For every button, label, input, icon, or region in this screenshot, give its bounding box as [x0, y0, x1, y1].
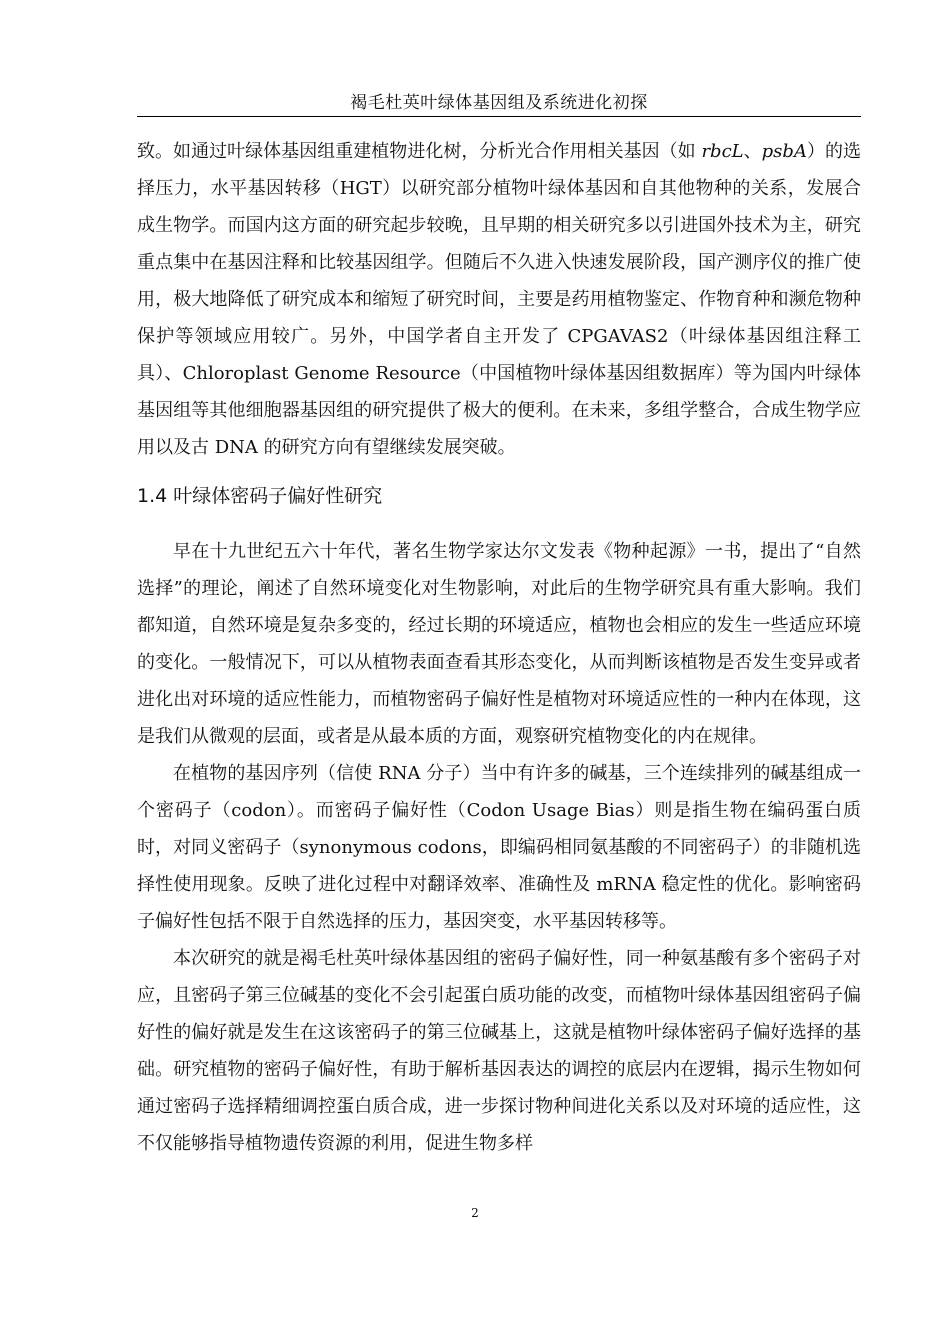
separator: 、 — [743, 141, 762, 162]
paragraph: 本次研究的就是褐毛杜英叶绿体基因组的密码子偏好性，同一种氨基酸有多个密码子对应，且密码子第三位碱基的变化不会引起蛋白质功能的改变，而植物叶绿体基因组密码子偏好性的偏好就是发生在这该密码子的第三位碱基上，这就是植物叶绿体密码子偏好选择的基础。研究植物的密码子偏好性，有助于解析基因表达的调控的底层内在逻辑，揭示生物如何通过密码子选择精细调控蛋白质合成，进一步探讨物种间进化关系以及对环境的适应性，这不仅能够指导植物遗传资源的利用，促进生物多样 — [137, 948, 861, 1154]
gene-name: rbcL — [701, 141, 744, 162]
running-header: 褐毛杜英叶绿体基因组及系统进化初探 — [350, 93, 648, 113]
header-rule — [137, 116, 861, 117]
body-block-section — [137, 533, 861, 1162]
paragraph: 在植物的基因序列（信使 RNA 分子）当中有许多的碱基，三个连续排列的碱基组成一个密码子（codon）。而密码子偏好性（Codon Usage Bias）则是指生物在编码蛋白质时，对同义密码子（synonymous codons，即编码相同氨基酸的不同密码子）的非随机选择性使用现象。反映了进化过程中对翻译效率、准确性及 mRNA 稳定性的优化。影响密码子偏好性包括不限于自然选择的压力，基因突变，水平基因转移等。 — [137, 763, 861, 932]
body-block-top — [137, 133, 861, 466]
page-number: 2 — [471, 1206, 479, 1220]
paragraph-continuation — [137, 133, 861, 466]
paragraph-text: 致。如通过叶绿体基因组重建植物进化树，分析光合作用相关基因（如 — [137, 141, 702, 162]
section-heading: 1.4 叶绿体密码子偏好性研究 — [137, 485, 383, 507]
paragraph: 早在十九世纪五六十年代，著名生物学家达尔文发表《物种起源》一书，提出了“自然选择”的理论，阐述了自然环境变化对生物影响，对此后的生物学研究具有重大影响。我们都知道，自然环境是复杂多变的，经过长期的环境适应，植物也会相应的发生一些适应环境的变化。一般情况下，可以从植物表面查看其形态变化，从而判断该植物是否发生变异或者进化出对环境的适应性能力，而植物密码子偏好性是植物对环境适应性的一种内在体现，这是我们从微观的层面，或者是从最本质的方面，观察研究植物变化的内在规律。 — [137, 541, 861, 747]
gene-name: psbA — [761, 141, 807, 162]
paragraph-text: ）的选择压力，水平基因转移（HGT）以研究部分植物叶绿体基因和自其他物种的关系，发展合成生物学。而国内这方面的研究起步较晚，且早期的相关研究多以引进国外技术为主，研究重点集中在基因注释和比较基因组学。但随后不久进入快速发展阶段，国产测序仪的推广使用，极大地降低了研究成本和缩短了研究时间，主要是药用植物鉴定、作物育种和濒危物种保护等领域应用较广。另外，中国学者自主开发了 CPGAVAS2（叶绿体基因组注释工具）、Chloroplast Genome Resource（中国植物叶绿体基因组数据库）等为国内叶绿体基因组等其他细胞器基因组的研究提供了极大的便利。在未来，多组学整合，合成生物学应用以及古 DNA 的研究方向有望继续发展突破。 — [137, 141, 862, 458]
